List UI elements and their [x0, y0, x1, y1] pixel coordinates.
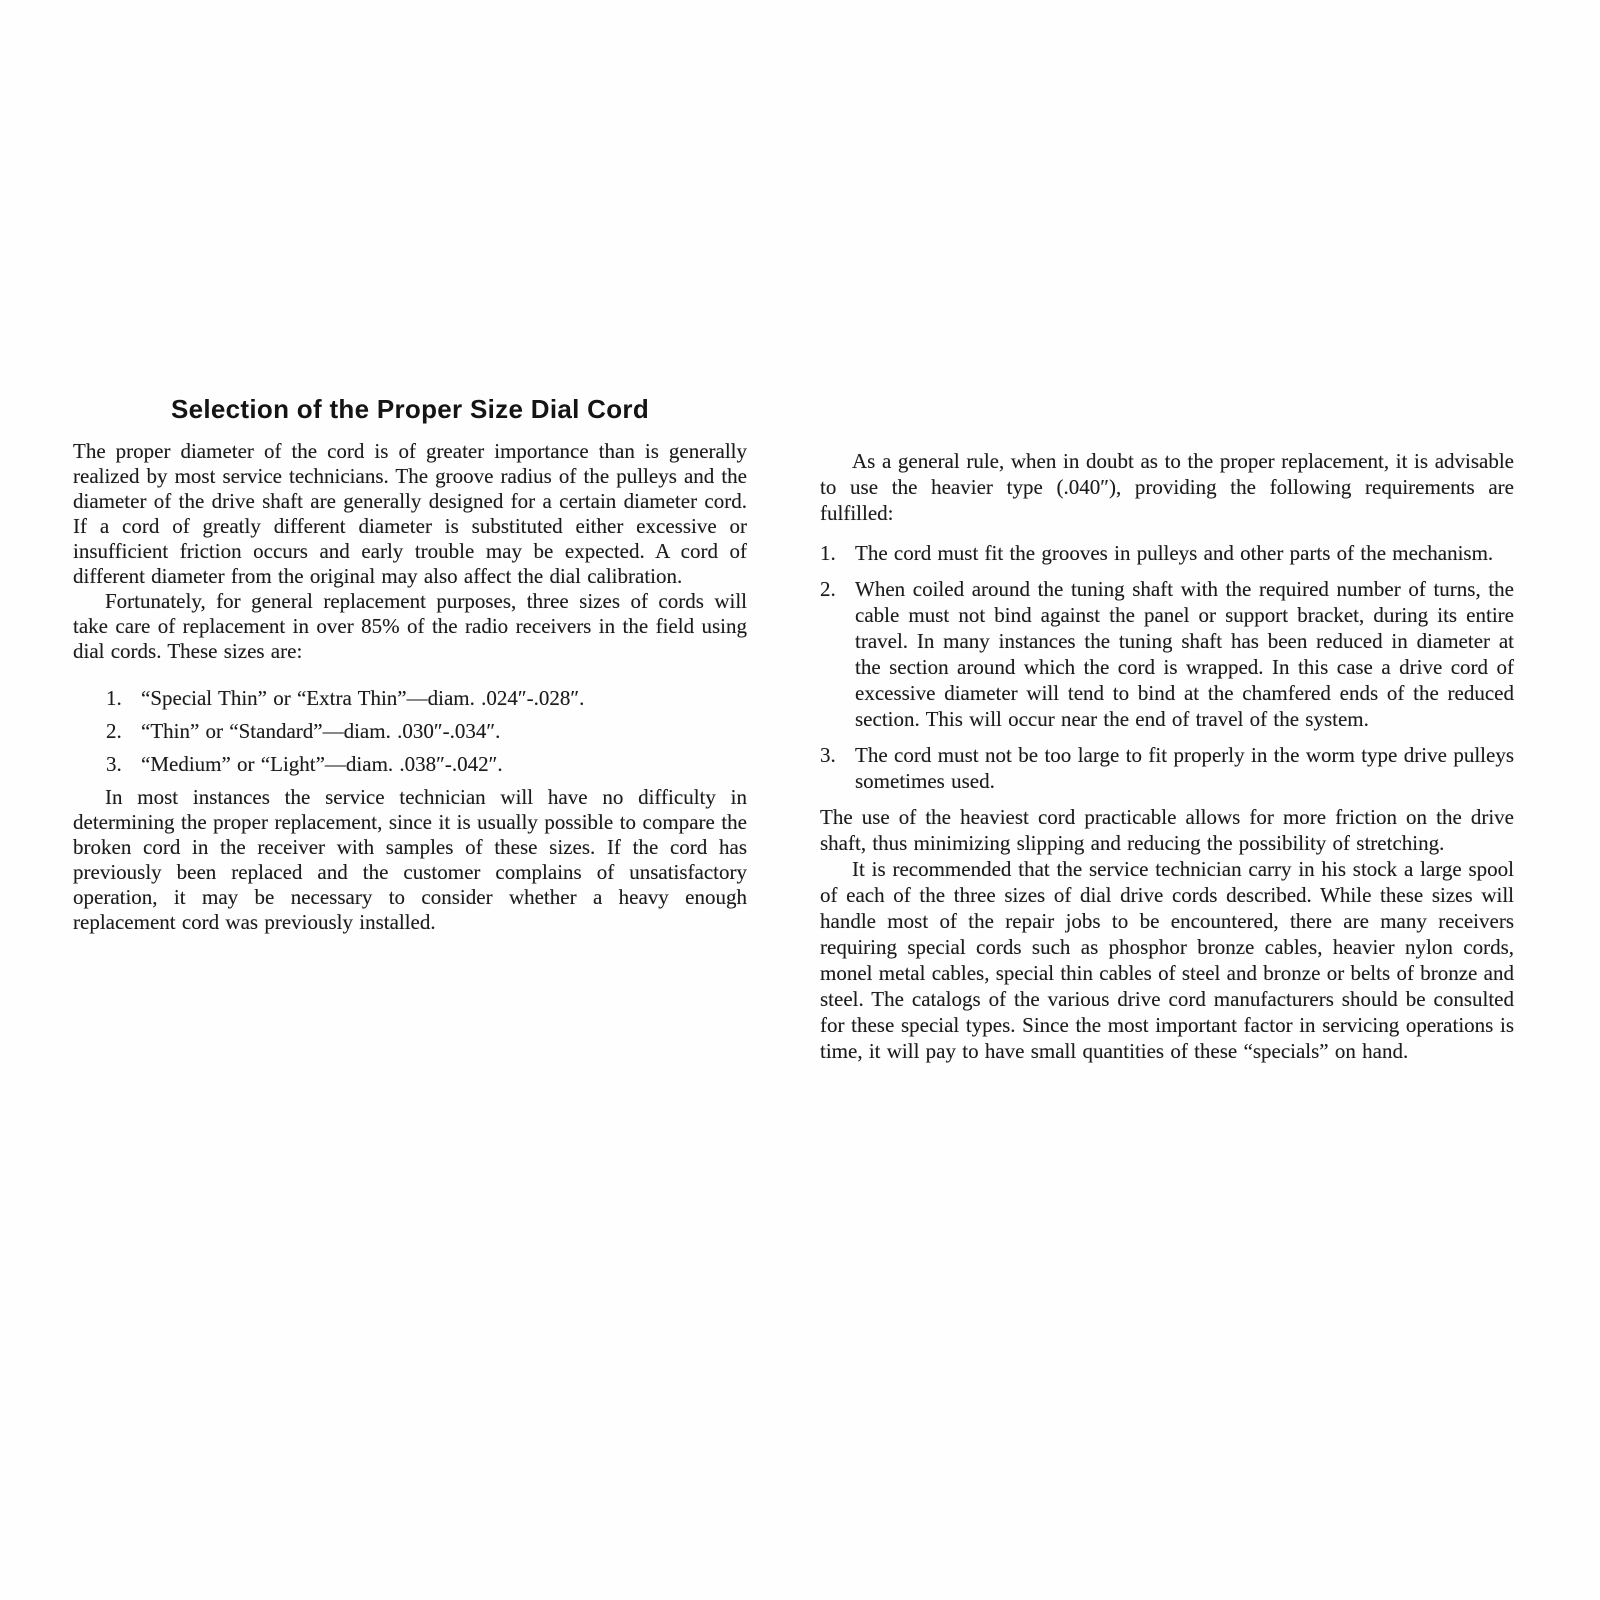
list-text: “Medium” or “Light”—diam. .038″-.042″.: [141, 752, 503, 776]
list-item: [820, 540, 1514, 566]
list-number: 1.: [820, 541, 836, 565]
list-text: “Thin” or “Standard”—diam. .030″-.034″.: [141, 719, 501, 743]
list-item: [820, 576, 1514, 732]
paragraph-cord-diameter: The proper diameter of the cord is of greater importance than is generally realized by most service technicians. The groove radius of the pulleys and the diameter of the drive shaft are generally designed for a certain diameter cord. If a cord of greatly different diameter is substituted either excessive or insufficient friction occurs and early trouble may be expected. A cord of different diameter from the original may also affect the dial calibration.: [73, 439, 747, 588]
paragraph-general-rule: As a general rule, when in doubt as to the proper replacement, it is advisable to use the heavier type (.040″), providing the following requirements are fulfilled:: [820, 449, 1514, 525]
paragraph-heaviest-cord: The use of the heaviest cord practicable allows for more friction on the drive shaft, thus minimizing slipping and reducing the possibility of stretching.: [820, 805, 1514, 855]
list-number: 1.: [106, 686, 122, 710]
section-title: Selection of the Proper Size Dial Cord: [170, 394, 650, 424]
list-text: “Special Thin” or “Extra Thin”—diam. .024″-.028″.: [141, 686, 585, 710]
right-column: [820, 448, 1514, 1064]
cord-size-list: [73, 686, 747, 777]
list-item: [106, 719, 747, 744]
left-column: [73, 393, 747, 935]
list-item: [106, 752, 747, 777]
list-text: When coiled around the tuning shaft with the required number of turns, the cable must not bind against the panel or support bracket, during its entire travel. In many instances the tuning shaft has been reduced in diameter at the section around which the cord is wrapped. In this case a drive cord of excessive diameter will tend to bind at the chamfered ends of the reduced section. This will occur near the end of travel of the system.: [855, 577, 1514, 731]
list-text: The cord must fit the grooves in pulleys and other parts of the mechanism.: [855, 541, 1494, 565]
list-number: 3.: [820, 743, 836, 767]
paragraph-replacement-determination: In most instances the service technician will have no difficulty in determining the proper replacement, since it is usually possible to compare the broken cord in the receiver with samples of these sizes. If the cord has previously been replaced and the customer complains of unsatisfactory operation, it may be necessary to consider whether a heavy enough replacement cord was previously installed.: [73, 785, 747, 934]
paragraph-recommendation: It is recommended that the service technician carry in his stock a large spool of each of the three sizes of dial drive cords described. While these sizes will handle most of the repair jobs to be encountered, there are many receivers requiring special cords such as phosphor bronze cables, heavier nylon cords, monel metal cables, special thin cables of steel and bronze or belts of bronze and steel. The catalogs of the various drive cord manufacturers should be consulted for these special types. Since the most important factor in servicing operations is time, it will pay to have small quantities of these “specials” on hand.: [820, 857, 1514, 1063]
list-text: The cord must not be too large to fit properly in the worm type drive pulleys sometimes used.: [855, 743, 1514, 793]
list-number: 2.: [106, 719, 122, 743]
requirements-list: [820, 540, 1514, 794]
list-item: [106, 686, 747, 711]
list-number: 2.: [820, 577, 836, 601]
list-number: 3.: [106, 752, 122, 776]
paragraph-three-sizes: Fortunately, for general replacement purposes, three sizes of cords will take care of replacement in over 85% of the radio receivers in the field using dial cords. These sizes are:: [73, 589, 747, 663]
list-item: [820, 742, 1514, 794]
